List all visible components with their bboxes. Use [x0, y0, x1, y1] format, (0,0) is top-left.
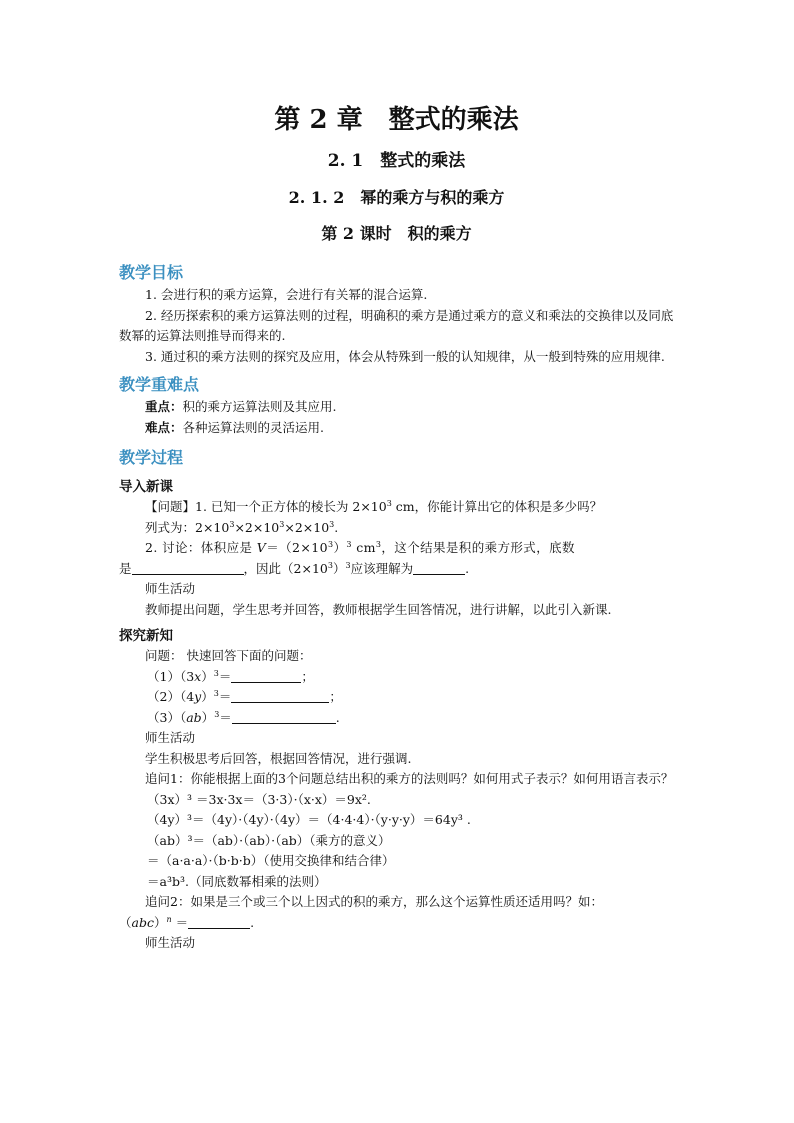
derivation-line: （4y）³＝（4y）·（4y）·（4y）＝（4·4·4）·（y·y·y）＝64y³ .: [147, 812, 471, 827]
process-heading: 教学过程: [119, 448, 184, 467]
explore-activity-label-2: 师生活动: [145, 935, 196, 950]
follow-up-2: 追问2：如果是三个或三个以上因式的积的乘方，那么这个运算性质还适用吗？如：: [145, 894, 603, 909]
derivation-line: ＝（a·a·a）·（b·b·b）（使用交换律和结合律）: [147, 853, 395, 868]
answer-blank: [188, 914, 250, 929]
intro-question: 【问题】1. 已知一个正方体的棱长为 $2\times 10^3$ cm，你能计算出它的体积是多少吗？: [145, 499, 603, 514]
answer-blank: [413, 560, 465, 575]
explore-item-3: （3）（ab）$^3$＝ .: [147, 709, 340, 725]
key-text: 积的乘方运算法则及其应用.: [182, 399, 337, 414]
derivation-line: （3x）³ ＝3x·3x＝（3·3）·（x·x）＝9x².: [147, 791, 371, 807]
chapter-title: 第 2 章 整式的乘法: [274, 105, 519, 135]
subsection-title: 2. 1. 2 幂的乘方与积的乘方: [288, 188, 505, 207]
intro-discussion-cont: 是 ，因此$(2\times 10^3)^3$应该理解为 .: [119, 560, 470, 576]
intro-discussion: 2. 讨论：体积应是 $V=(2\times 10^3)^3$ $cm^3$，这个结果是积的乘方形式，底数: [145, 540, 575, 555]
explore-item-1: $(1)(3x)^3=$ ；: [147, 668, 314, 684]
page-content: [119, 100, 674, 954]
keypoints-heading: 教学重难点: [119, 375, 200, 394]
answer-blank: [132, 560, 244, 575]
intro-activity-label: 师生活动: [145, 581, 196, 596]
section-title: 2. 1 整式的乘法: [327, 151, 466, 171]
difficulty-label: 难点：: [145, 419, 183, 435]
intro-heading: 导入新课: [119, 479, 173, 495]
difficulty-text: 各种运算法则的灵活运用.: [182, 419, 324, 435]
derivation-line: （ab）³＝（ab）·（ab）·（ab）（乘方的意义）: [147, 832, 391, 848]
explore-question: 问题： 快速回答下面的问题：: [145, 648, 312, 663]
answer-blank: [232, 709, 336, 724]
explore-heading: 探究新知: [119, 628, 173, 644]
answer-blank: [231, 668, 301, 683]
intro-activity-text: 教师提出问题，学生思考并回答，教师根据学生回答情况，进行讲解，以此引入新课.: [145, 601, 612, 617]
goal-item: 2. 经历探索积的乘方运算法则的过程，明确积的乘方是通过乘方的意义和乘法的交换律以及同底数幂的运算法则推导而得来的.: [119, 307, 674, 343]
answer-blank: [231, 688, 329, 703]
goals-heading: 教学目标: [119, 263, 184, 282]
goal-item: 1. 会进行积的乘方运算，会进行有关幂的混合运算.: [145, 287, 428, 302]
key-label: 重点：: [145, 399, 183, 414]
follow-up-1: 追问1：你能根据上面的3个问题总结出积的乘方的法则吗？如何用式子表示？如何用语言表示？: [145, 771, 674, 786]
explore-activity-label: 师生活动: [145, 730, 196, 745]
explore-item-2: $(2)(4y)^3=$ ；: [147, 689, 342, 704]
explore-activity-text: 学生积极思考后回答，根据回答情况，进行强调.: [145, 750, 412, 766]
follow-up-2-blank-line: （abc）$^n$ ＝ .: [119, 914, 255, 930]
key-point: [119, 397, 674, 418]
difficulty-point: [119, 418, 674, 439]
derivation-line: ＝a³b³.（同底数幂相乘的法则）: [147, 873, 327, 889]
intro-formula: 列式为：$2\times 10^3\times 2\times 10^3\times 2\times 10^3$.: [145, 519, 339, 535]
lesson-title: 第 2 课时 积的乘方: [321, 224, 472, 243]
goal-item: 3. 通过积的乘方法则的探究及应用，体会从特殊到一般的认知规律，从一般到特殊的应用规律.: [145, 348, 665, 364]
